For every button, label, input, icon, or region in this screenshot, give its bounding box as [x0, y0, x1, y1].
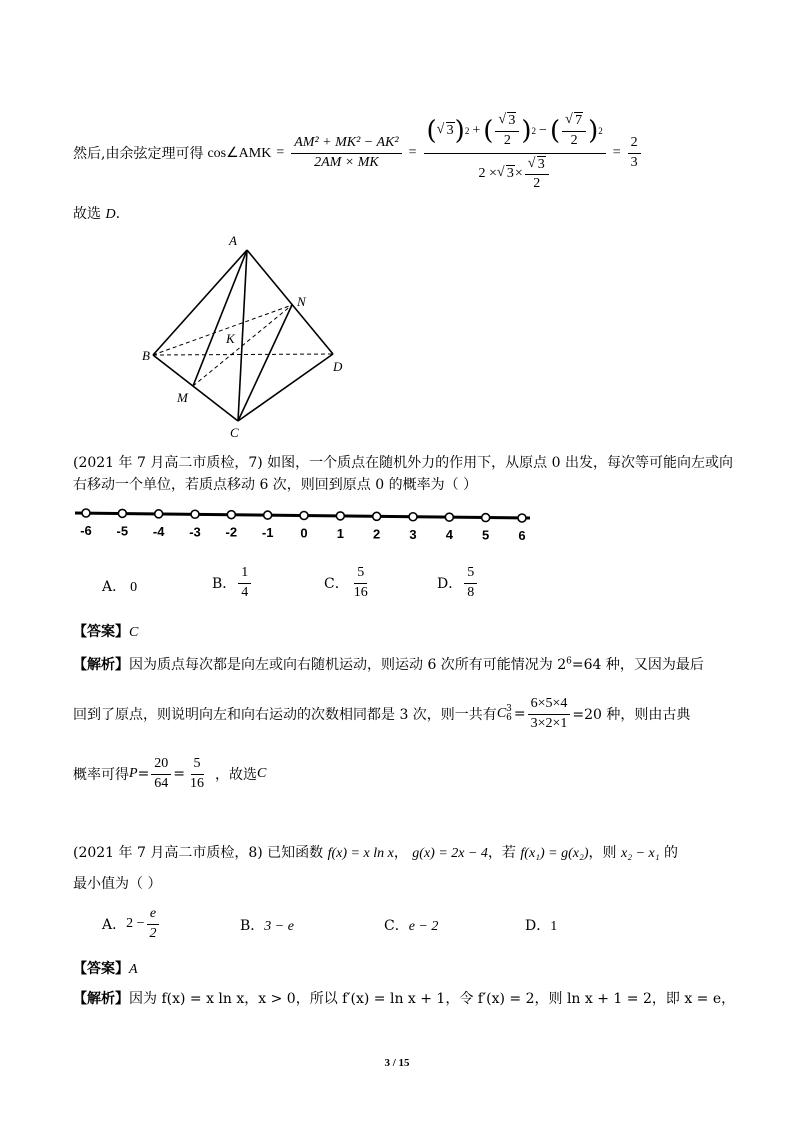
number-line-point — [264, 511, 272, 519]
label-n: N — [297, 294, 306, 309]
number-line-label: 6 — [518, 528, 526, 543]
q8-stem-line1: (2021 年 7 月高二市质检，8) 已知函数 f(x) = x ln x， g(x) = 2x − 4，若 f(x₁) = g(x₂)，则 x₂ − x₁ 的 — [73, 845, 679, 861]
q8-answer: 【答案】A — [73, 961, 138, 977]
label-m: M — [177, 390, 188, 405]
number-line-label: -4 — [152, 523, 165, 539]
label-a: A — [229, 233, 237, 248]
q7-analysis-line2: 回到了原点，则说明向左和向右运动的次数相同都是 3 次，则一共有 C 3 6 = $\frac{6\times 5\times 4}{3\times 2\times 1}$ =20 种，则由古典 — [73, 695, 691, 731]
q8-option-d[interactable]: D．1 — [525, 918, 558, 934]
cosine-numerator: AM² + MK² − AK² — [291, 136, 401, 154]
number-line-point — [118, 509, 126, 517]
edge-ad — [247, 250, 333, 354]
q7-stem-line1: (2021 年 7 月高二市质检，7) 如图，一个质点在随机外力的作用下，从原点 0 出发，每次等可能向左或向 — [73, 455, 733, 471]
q7-stem-line2: 右移动一个单位，若质点移动 6 次，则回到原点 0 的概率为（ ） — [73, 477, 478, 493]
numeric-numerator: ( √ 3 ) 2 + ( √ $\frac{3}{2}$ ) 2 − ( √ $\frac{7}{2}$ ) 2 — [424, 114, 606, 153]
cos-label: cos∠AMK — [207, 145, 272, 161]
number-line-label: 2 — [373, 526, 381, 542]
q8-option-b[interactable]: B．3 − e — [240, 918, 294, 934]
cosine-fraction — [291, 136, 401, 170]
q8-options — [102, 902, 582, 946]
number-line-point — [191, 510, 199, 518]
q8-option-a[interactable]: A． 2 − $\frac{e}{2}$ — [102, 902, 162, 946]
number-line-point — [409, 513, 417, 521]
q7-option-c[interactable]: C． $\frac{5}{16}$ — [324, 565, 368, 600]
number-line-point — [518, 514, 526, 522]
number-line-point — [482, 514, 490, 522]
number-line-label: 3 — [409, 526, 417, 542]
q7-analysis-line3: 概率可得 P = $\frac{20}{64}$ = $\frac{5}{16}$ ，故选 C — [73, 755, 267, 791]
edge-ac — [238, 250, 247, 421]
label-c: C — [230, 425, 239, 440]
number-line-label: -3 — [189, 524, 201, 540]
number-line-label: 1 — [336, 525, 344, 541]
equals-sign: = — [276, 145, 285, 160]
cosine-law-line — [73, 108, 643, 198]
number-line-point — [373, 512, 381, 520]
equals-sign: = — [408, 145, 417, 160]
equals-sign: = — [612, 145, 621, 160]
label-d: D — [333, 359, 343, 374]
number-line-label: 5 — [482, 527, 490, 543]
number-line-label: -2 — [225, 524, 238, 540]
number-line-point — [82, 509, 90, 517]
numeric-denominator: 2 × √ 3 × √ $\frac{3}{2}$ — [475, 154, 553, 192]
cosine-prefix: 然后,由余弦定理可得 — [73, 146, 204, 162]
segment-am — [193, 250, 247, 386]
q7-option-d[interactable]: D． $\frac{5}{8}$ — [437, 566, 479, 600]
number-line-figure — [70, 500, 540, 550]
choose-text: 故选 — [73, 206, 106, 222]
segment-cn — [238, 305, 292, 421]
q7-answer: 【答案】C — [73, 624, 139, 640]
edge-cd — [238, 354, 333, 421]
number-line-label: -5 — [116, 523, 129, 539]
number-line-point — [227, 511, 235, 519]
choose-d-line: 故选 D. — [73, 206, 121, 222]
label-k: K — [226, 331, 235, 346]
q8-analysis: 【解析】因为 f(x) = x ln x，x > 0，所以 f′(x) = ln x + 1，令 f′(x) = 2，则 ln x + 1 = 2，即 x = e， — [73, 991, 736, 1007]
number-line-label: 0 — [300, 525, 308, 541]
number-line-point — [336, 512, 344, 520]
number-line-label: -1 — [261, 525, 274, 541]
page-number: 3 / 15 — [384, 1057, 410, 1069]
edge-bc — [153, 355, 238, 421]
number-line-point — [300, 512, 308, 520]
q7-option-b[interactable]: B． $\frac{1}{4}$ — [212, 566, 253, 600]
q7-analysis-line1: 【解析】因为质点每次都是向左或向右随机运动，则运动 6 次所有可能情况为 $2^6=64$ 种，又因为最后 — [73, 656, 704, 673]
number-line-label: 4 — [445, 527, 453, 543]
q7-options — [102, 566, 522, 606]
segment-mn-hidden — [193, 305, 292, 386]
q7-option-a[interactable]: A． 0 — [102, 579, 138, 595]
edge-bd-hidden — [153, 354, 333, 355]
q8-stem-line2: 最小值为（ ） — [73, 876, 162, 892]
q8-option-c[interactable]: C．e − 2 — [384, 918, 439, 934]
cosine-denominator: 2AM × MK — [314, 154, 379, 170]
number-line-point — [155, 510, 163, 518]
number-line-label: -6 — [80, 523, 92, 538]
label-b: B — [142, 348, 150, 363]
result-fraction: $\frac{2}{3}$ — [628, 136, 641, 170]
number-line-point — [445, 513, 453, 521]
choose-letter: D — [105, 207, 116, 222]
tetrahedron-figure — [135, 228, 350, 443]
numeric-fraction — [424, 114, 606, 192]
